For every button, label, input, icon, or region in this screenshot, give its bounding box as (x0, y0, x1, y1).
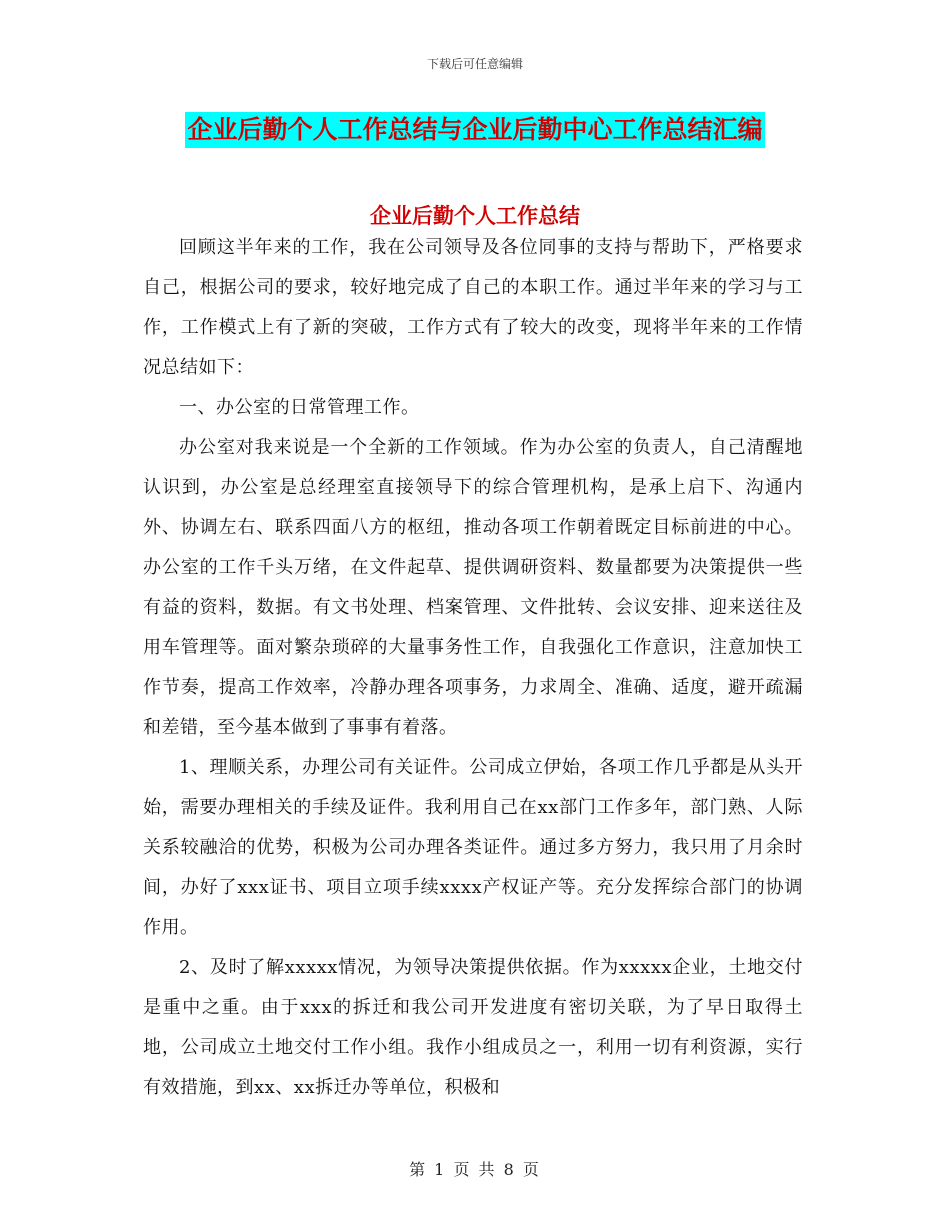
paragraph: 办公室对我来说是一个全新的工作领域。作为办公室的负责人，自己清醒地认识到，办公室是总经理室直接领导下的综合管理机构，是承上启下、沟通内外、协调左右、联系四面八方的枢纽，推动各项工作朝着既定目标前进的中心。办公室的工作千头万绪，在文件起草、提供调研资料、数量都要为决策提供一些有益的资料，数据。有文书处理、档案管理、文件批转、会议安排、迎来送往及用车管理等。面对繁杂琐碎的大量事务性工作，自我强化工作意识，注意加快工作节奏，提高工作效率，冷静办理各项事务，力求周全、准确、适度，避开疏漏和差错，至今基本做到了事事有着落。 (143, 437, 803, 738)
paragraph: 2、及时了解xxxxx情况，为领导决策提供依据。作为xxxxx企业，土地交付是重中之重。由于xxx的拆迁和我公司开发进度有密切关联，为了早日取得土地，公司成立土地交付工作小组。我作小组成员之一，利用一切有利资源，实行有效措施，到xx、xx拆迁办等单位，积极和 (143, 957, 803, 1098)
header-note: 下载后可任意编辑 (426, 57, 523, 71)
paragraph: 回顾这半年来的工作，我在公司领导及各位同事的支持与帮助下，严格要求自己，根据公司的要求，较好地完成了自己的本职工作。通过半年来的学习与工作，工作模式上有了新的突破，工作方式有了较大的改变，现将半年来的工作情况总结如下： (143, 237, 803, 378)
section-title: 企业后勤个人工作总结 (370, 203, 580, 228)
main-title: 企业后勤个人工作总结与企业后勤中心工作总结汇编 (185, 112, 764, 148)
page-footer: 第 1 页 共 8 页 (409, 1160, 541, 1179)
main-title-wrap (0, 112, 950, 148)
paragraph: 1、理顺关系，办理公司有关证件。公司成立伊始，各项工作几乎都是从头开始，需要办理相关的手续及证件。我利用自己在xx部门工作多年，部门熟、人际关系较融洽的优势，积极为公司办理各类证件。通过多方努力，我只用了月余时间，办好了xxx证书、项目立项手续xxxx产权证产等。充分发挥综合部门的协调作用。 (143, 757, 803, 938)
body-text (143, 228, 803, 1108)
paragraph: 一、办公室的日常管理工作。 (179, 397, 420, 418)
